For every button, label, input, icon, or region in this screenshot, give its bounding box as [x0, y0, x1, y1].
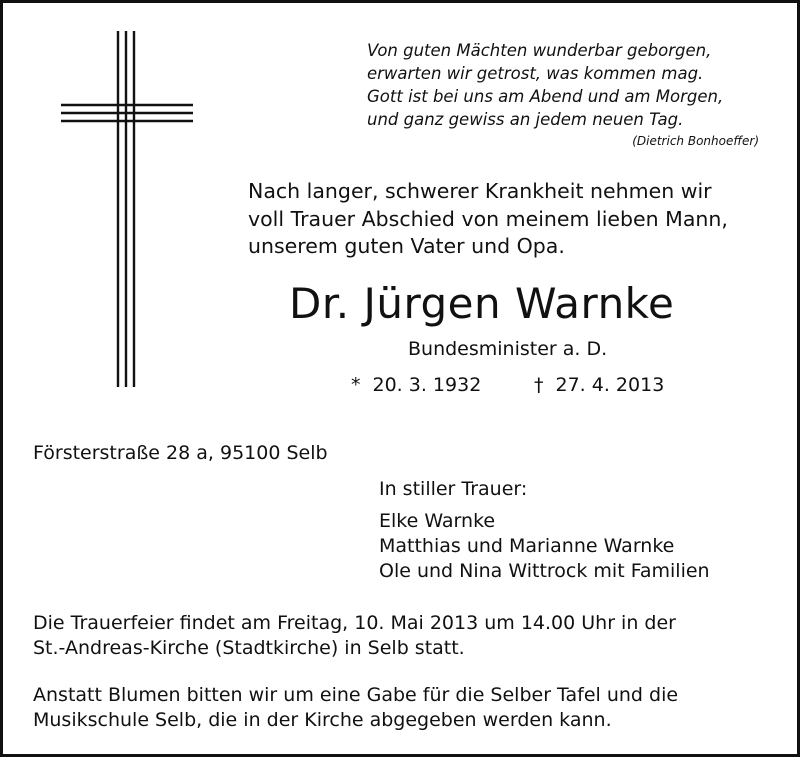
poem-line: Gott ist bei uns am Abend und am Morgen,: [367, 87, 724, 106]
deceased-title: Bundesminister a. D.: [408, 338, 608, 360]
donation-info: [33, 683, 778, 733]
mourners-list: [379, 509, 710, 584]
mourner-name: Matthias und Marianne Warnke: [379, 535, 675, 557]
poem: [367, 39, 759, 131]
ceremony-info: [33, 611, 778, 661]
birth-date: 20. 3. 1932: [372, 374, 482, 396]
mourner-name: Elke Warnke: [379, 510, 496, 532]
donation-line: Musikschule Selb, die in der Kirche abgegeben werden kann.: [33, 709, 612, 731]
poem-line: und ganz gewiss an jedem neuen Tag.: [367, 110, 684, 129]
poem-line: erwarten wir getrost, was kommen mag.: [367, 64, 704, 83]
address: Försterstraße 28 a, 95100 Selb: [33, 442, 328, 464]
intro-line: Nach langer, schwerer Krankheit nehmen wir: [248, 179, 712, 203]
poem-line: Von guten Mächten wunderbar geborgen,: [367, 41, 712, 60]
death-date: 27. 4. 2013: [555, 374, 665, 396]
cross-icon: [59, 29, 195, 389]
ceremony-line: Die Trauerfeier findet am Freitag, 10. Mai 2013 um 14.00 Uhr in der: [33, 612, 676, 634]
death-date-group: [534, 374, 664, 396]
intro-text: [248, 178, 768, 261]
intro-line: voll Trauer Abschied von meinem lieben Mann,: [248, 206, 728, 231]
donation-line: Anstatt Blumen bitten wir um eine Gabe für die Selber Tafel und die: [33, 684, 679, 706]
deceased-name: Dr. Jürgen Warnke: [289, 279, 675, 328]
mourner-name: Ole und Nina Wittrock mit Familien: [379, 560, 710, 582]
mourners-intro: In stiller Trauer:: [379, 478, 528, 500]
ceremony-line: St.-Andreas-Kirche (Stadtkirche) in Selb statt.: [33, 637, 465, 659]
birth-star-icon: *: [351, 374, 361, 396]
intro-line: unserem guten Vater und Opa.: [248, 234, 565, 258]
birth-date-group: [351, 374, 481, 396]
death-cross-icon: †: [534, 374, 544, 396]
poem-author: (Dietrich Bonhoeffer): [632, 134, 759, 148]
